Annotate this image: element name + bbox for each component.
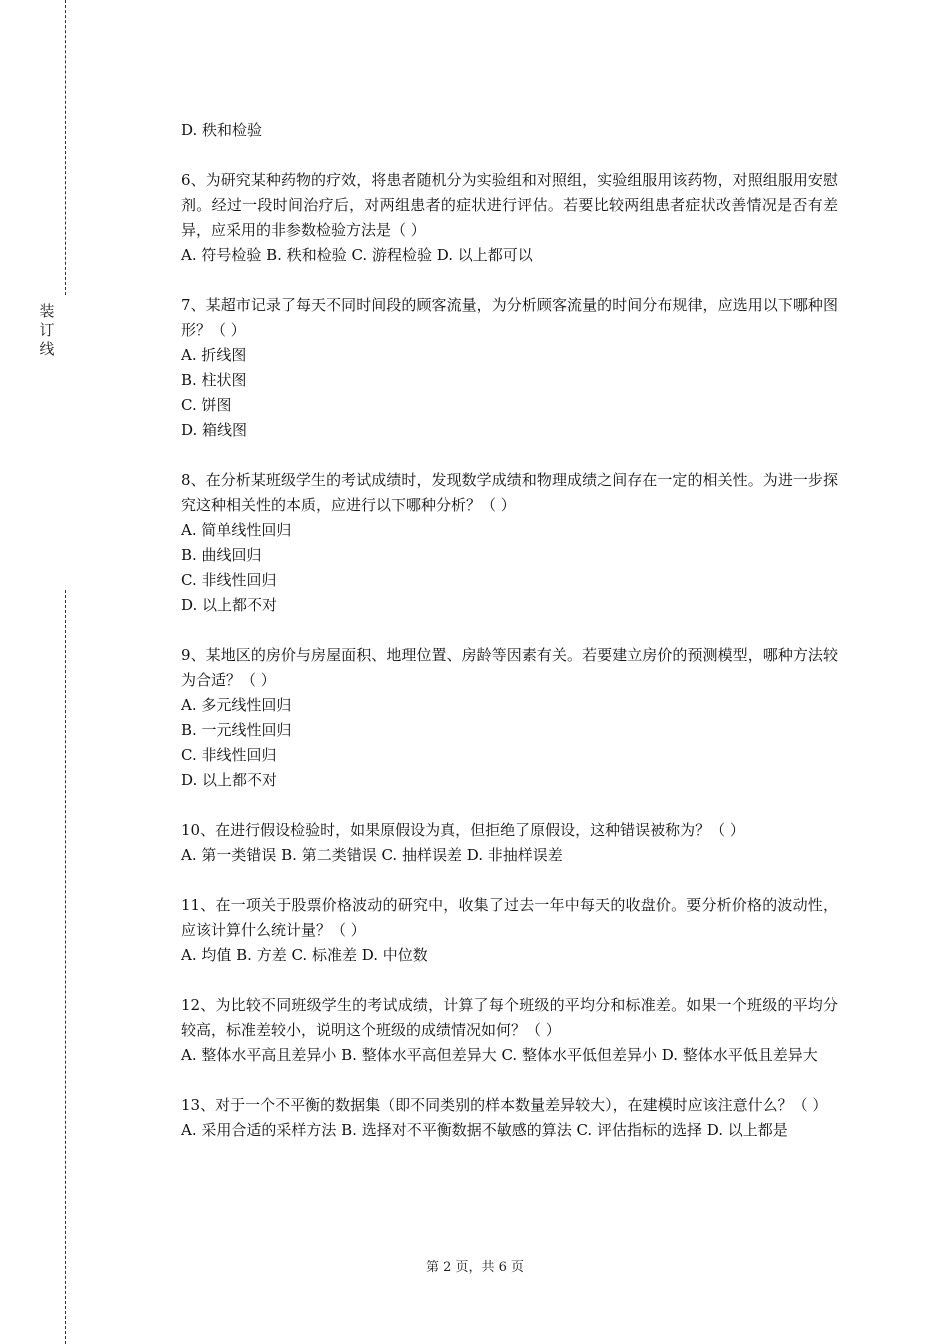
question-13	[181, 1093, 838, 1143]
question-text: 9、某地区的房价与房屋面积、地理位置、房龄等因素有关。若要建立房价的预测模型，哪种方法较为合适？（ ）	[181, 646, 838, 689]
option: A. 采用合适的采样方法 B. 选择对不平衡数据不敏感的算法 C. 评估指标的选择 D. 以上都是	[181, 1121, 788, 1139]
option: A. 第一类错误 B. 第二类错误 C. 抽样误差 D. 非抽样误差	[181, 846, 563, 864]
binding-dashed-line-top	[65, 0, 66, 295]
question-12	[181, 993, 838, 1068]
option-c: C. 非线性回归	[181, 746, 277, 764]
question-9	[181, 643, 838, 793]
option: A. 符号检验 B. 秩和检验 C. 游程检验 D. 以上都可以	[181, 246, 533, 264]
binding-label	[37, 302, 57, 359]
binding-dashed-line-bottom	[65, 590, 66, 1344]
question-text: 10、在进行假设检验时，如果原假设为真，但拒绝了原假设，这种错误被称为？（ ）	[181, 821, 745, 839]
option-c: C. 非线性回归	[181, 571, 277, 589]
question-text: 6、为研究某种药物的疗效，将患者随机分为实验组和对照组，实验组服用该药物，对照组服用安慰剂。经过一段时间治疗后，对两组患者的症状进行评估。若要比较两组患者症状改善情况是否有差异，应采用的非参数检验方法是（ ）	[181, 171, 838, 239]
question-10	[181, 818, 838, 868]
option-d: D. 以上都不对	[181, 596, 278, 614]
question-list	[181, 118, 838, 1168]
binding-char: 订	[39, 321, 55, 339]
option-b: B. 柱状图	[181, 371, 247, 389]
option-a: A. 多元线性回归	[181, 696, 292, 714]
option-d: D. 以上都不对	[181, 771, 278, 789]
option: D. 秩和检验	[181, 121, 263, 139]
option: A. 整体水平高且差异小 B. 整体水平高但差异大 C. 整体水平低但差异小 D. 整体水平低且差异大	[181, 1046, 818, 1064]
question-text: 11、在一项关于股票价格波动的研究中，收集了过去一年中每天的收盘价。要分析价格的波动性，应该计算什么统计量？（ ）	[181, 896, 838, 939]
option-d: D. 箱线图	[181, 421, 248, 439]
question-11	[181, 893, 838, 968]
question-6	[181, 168, 838, 268]
question-text: 13、对于一个不平衡的数据集（即不同类别的样本数量差异较大），在建模时应该注意什么？（ ）	[181, 1096, 828, 1114]
binding-char: 线	[39, 340, 55, 358]
question-5-tail	[181, 118, 838, 143]
page-number: 第 2 页，共 6 页	[425, 1260, 525, 1275]
option-a: A. 简单线性回归	[181, 521, 292, 539]
option: A. 均值 B. 方差 C. 标准差 D. 中位数	[181, 946, 428, 964]
question-text: 12、为比较不同班级学生的考试成绩，计算了每个班级的平均分和标准差。如果一个班级的平均分较高，标准差较小，说明这个班级的成绩情况如何？（ ）	[181, 996, 838, 1039]
question-7	[181, 293, 838, 443]
question-text: 8、在分析某班级学生的考试成绩时，发现数学成绩和物理成绩之间存在一定的相关性。为进一步探究这种相关性的本质，应进行以下哪种分析？（ ）	[181, 471, 838, 514]
question-text: 7、某超市记录了每天不同时间段的顾客流量，为分析顾客流量的时间分布规律，应选用以下哪种图形？（ ）	[181, 296, 838, 339]
question-8	[181, 468, 838, 618]
option-b: B. 一元线性回归	[181, 721, 292, 739]
option-c: C. 饼图	[181, 396, 232, 414]
option-a: A. 折线图	[181, 346, 247, 364]
option-b: B. 曲线回归	[181, 546, 262, 564]
binding-char: 装	[39, 302, 55, 320]
